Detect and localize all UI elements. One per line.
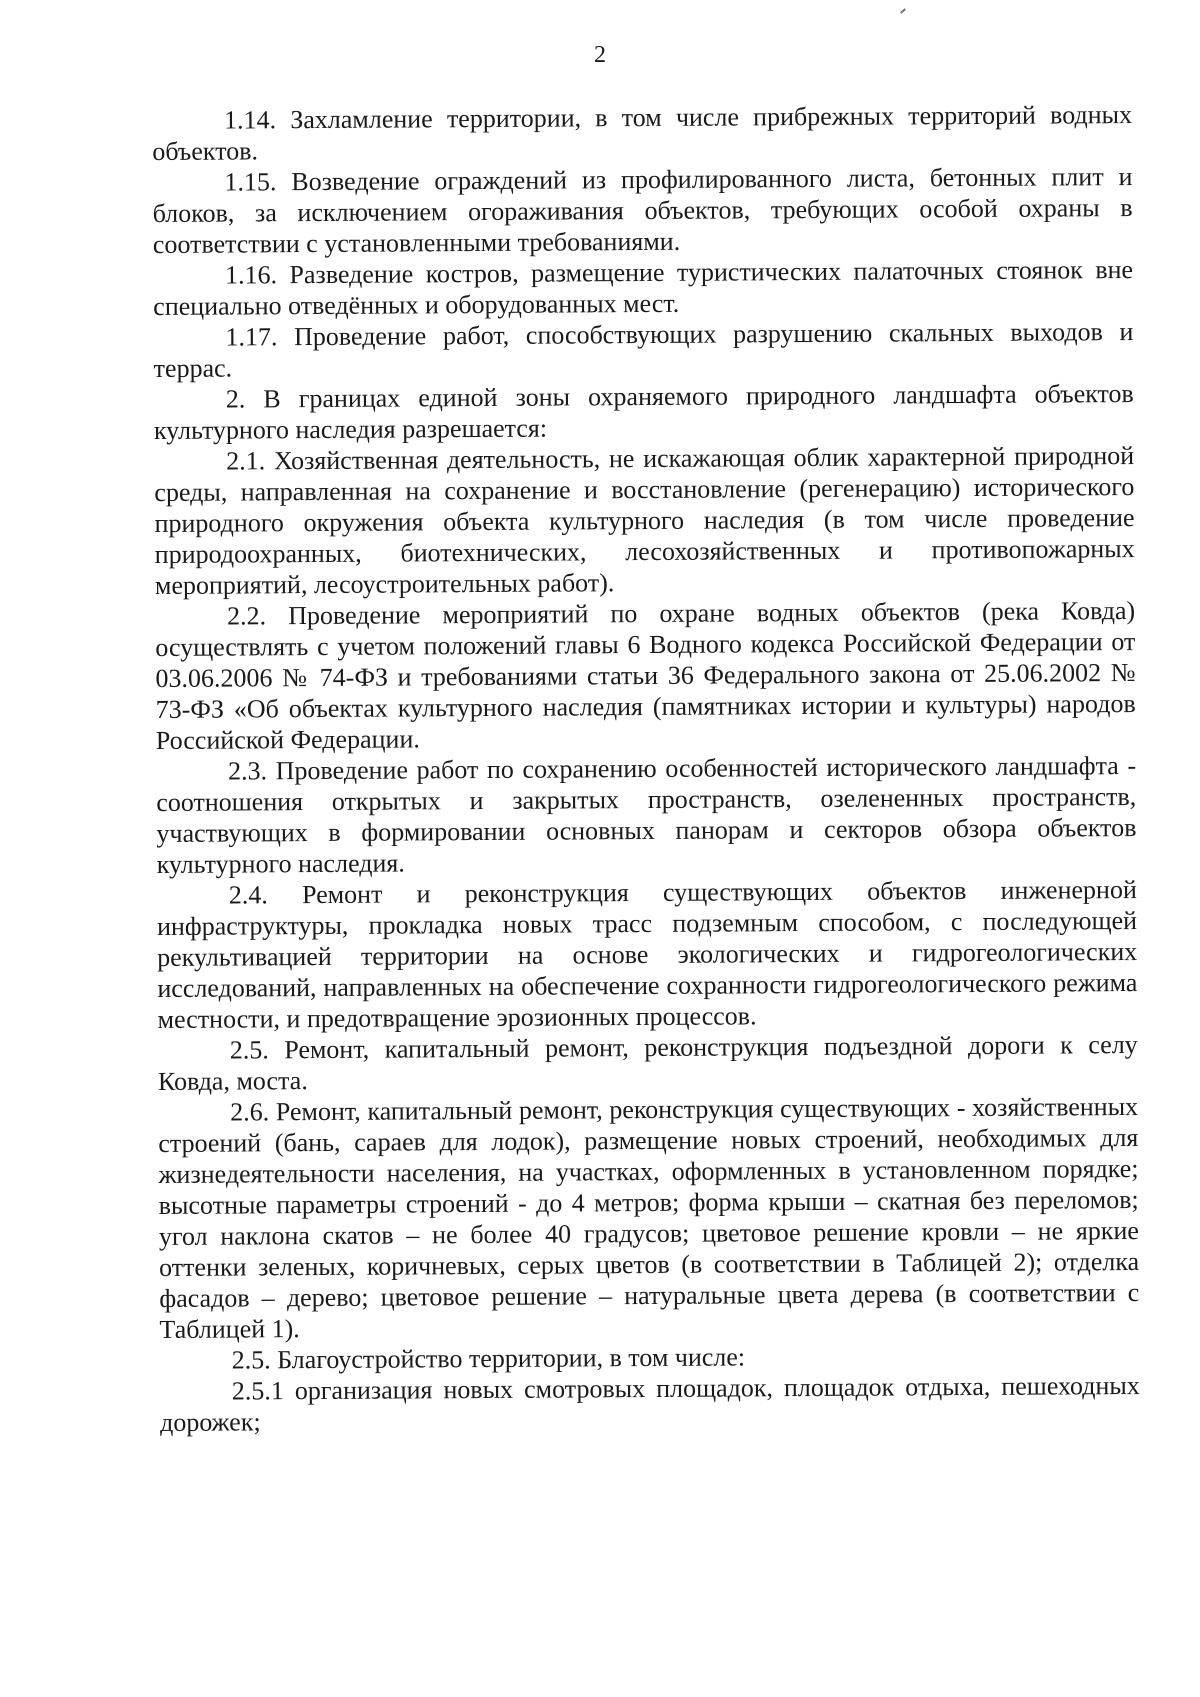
- document-body: [152, 99, 1140, 1438]
- paragraph-2-5-improvement: 2.5. Благоустройство территории, в том числе:: [231, 1342, 746, 1375]
- paragraph-1-16: 1.16. Разведение костров, размещение туристических палаточных стоянок вне специально отведённых и оборудованных мест.: [153, 255, 1134, 321]
- paragraph-2-6: 2.6. Ремонт, капитальный ремонт, реконструкция существующих - хозяйственных строений (бань, сараев для лодок), размещение новых строений, необходимых для жизнедеятельности населения, на участках, оформленных в установленном порядке; высотные параметры строений - до 4 метров; форма крыши – скатная без переломов; угол наклона скатов – не более 40 градусов; цветовое решение кровли – не яркие оттенки зеленых, коричневых, серых цветов (в соответствии в Таблицей 2); отделка фасадов – дерево; цветовое решение – натуральные цвета дерева (в соответствии с Таблицей 1).: [158, 1091, 1140, 1344]
- paragraph-2-4: 2.4. Ремонт и реконструкция существующих объектов инженерной инфраструктуры, прокладка новых трасс подземным способом, с последующей рекультивацией территории на основе экологических и гидрогеологических исследований, направленных на обеспечение сохранности гидрогеологического режима местности, и предотвращение эрозионных процессов.: [156, 874, 1138, 1034]
- paragraph-1-14: 1.14. Захламление территории, в том числе прибрежных территорий водных объектов.: [152, 100, 1133, 166]
- scan-mark: [900, 8, 906, 13]
- paragraph-1-15: 1.15. Возведение ограждений из профилированного листа, бетонных плит и блоков, за исключением огораживания объектов, требующих особой охраны в соответствии с установленными требованиями.: [152, 162, 1133, 259]
- paragraph-2-3: 2.3. Проведение работ по сохранению особенностей исторического ландшафта - соотношения открытых и закрытых пространств, озелененных пространств, участвующих в формировании основных панорам и секторов обзора объектов культурного наследия.: [156, 751, 1137, 879]
- paragraph-1-17: 1.17. Проведение работ, способствующих разрушению скальных выходов и террас.: [153, 317, 1134, 383]
- paragraph-2-5-road: 2.5. Ремонт, капитальный ремонт, реконструкция подъездной дороги к селу Ковда, моста.: [157, 1029, 1138, 1096]
- paragraph-2-5-1: 2.5.1 организация новых смотровых площадок, площадок отдыха, пешеходных дорожек;: [159, 1370, 1140, 1437]
- paragraph-2-1: 2.1. Хозяйственная деятельность, не искажающая облик характерной природной среды, направленная на сохранение и восстановление (регенерацию) исторического природного окружения объекта культурного наследия (в том числе проведение природоохранных, биотехнических, лесохозяйственных и противопожарных мероприятий, лесоустроительных работ).: [154, 441, 1135, 600]
- paragraph-2: 2. В границах единой зоны охраняемого природного ландшафта объектов культурного наследия разрешается:: [153, 379, 1134, 445]
- page-number: 2: [594, 42, 606, 68]
- paragraph-2-2: 2.2. Проведение мероприятий по охране водных объектов (река Ковда) осуществлять с учетом положений главы 6 Водного кодекса Российской Федерации от 03.06.2006 № 74-ФЗ и требованиями статьи 36 Федерального закона от 25.06.2002 № 73-ФЗ «Об объектах культурного наследия (памятниках истории и культуры) народов Российской Федерации.: [155, 596, 1136, 755]
